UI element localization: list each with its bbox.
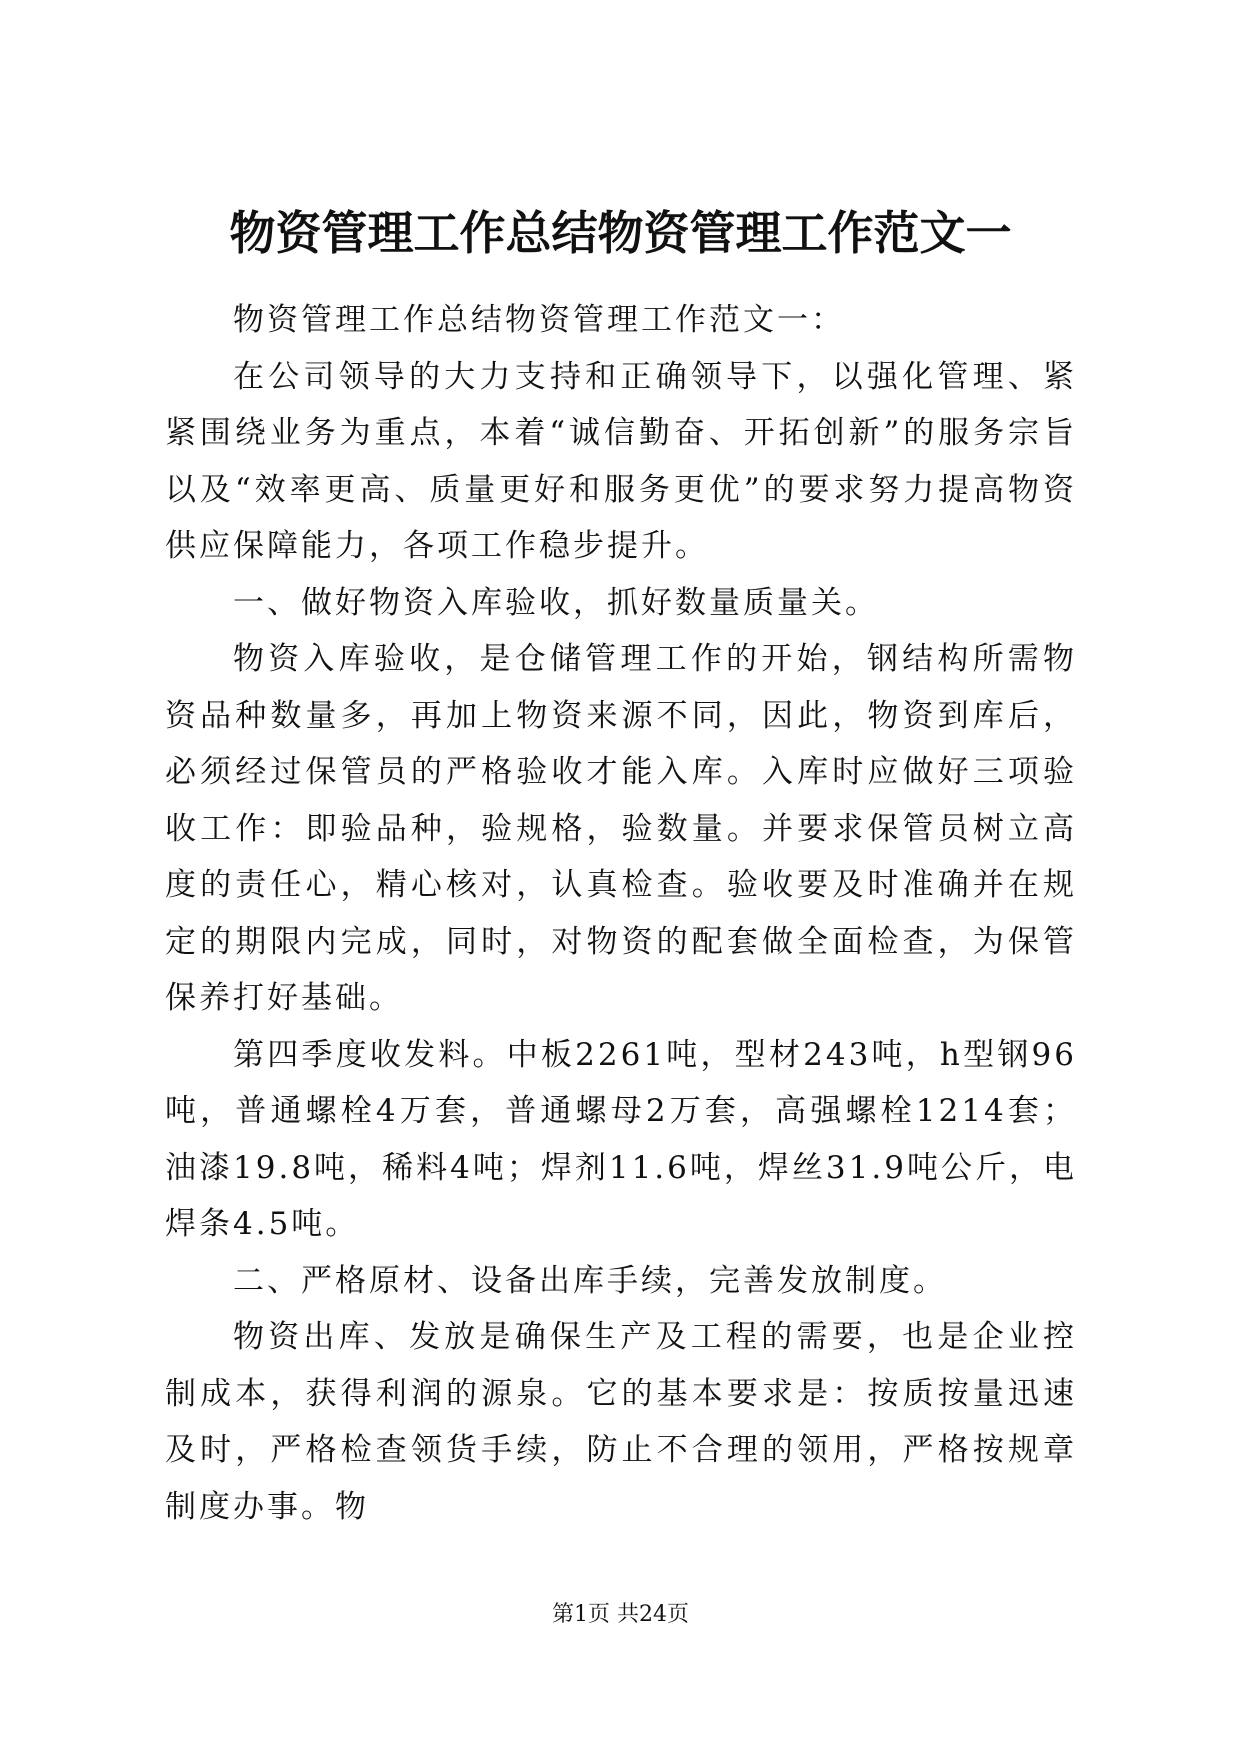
page-number-footer: 第1页 共24页 — [552, 1602, 689, 1627]
section-heading-1: 一、做好物资入库验收，抓好数量质量关。 — [233, 584, 879, 621]
paragraph-q4-stats: 第四季度收发料。中板2261吨，型材243吨，h型钢96吨，普通螺栓4万套，普通螺母2万套，高强螺栓1214套；油漆19.8吨，稀料4吨；焊剂11.6吨，焊丝31.9吨公斤，电焊条4.5吨。 — [165, 1036, 1077, 1242]
paragraph-overview: 在公司领导的大力支持和正确领导下，以强化管理、紧紧围绕业务为重点，本着“诚信勤奋、开拓创新”的服务宗旨以及“效率更高、质量更好和服务更优”的要求努力提高物资供应保障能力，各项工作稳步提升。 — [165, 358, 1077, 564]
document-body — [165, 292, 1077, 1535]
section-heading-2: 二、严格原材、设备出库手续，完善发放制度。 — [233, 1262, 947, 1299]
paragraph-intro: 物资管理工作总结物资管理工作范文一： — [233, 302, 845, 338]
paragraph-outbound: 物资出库、发放是确保生产及工程的需要，也是企业控制成本，获得利润的源泉。它的基本要求是：按质按量迅速及时，严格检查领货手续，防止不合理的领用，严格按规章制度办事。物 — [165, 1319, 1077, 1525]
paragraph-inbound: 物资入库验收，是仓储管理工作的开始，钢结构所需物资品种数量多，再加上物资来源不同，因此，物资到库后，必须经过保管员的严格验收才能入库。入库时应做好三项验收工作：即验品种，验规格，验数量。并要求保管员树立高度的责任心，精心核对，认真检查。验收要及时准确并在规定的期限内完成，同时，对物资的配套做全面检查，为保管保养打好基础。 — [165, 641, 1077, 1016]
document-title: 物资管理工作总结物资管理工作范文一 — [229, 206, 1012, 260]
